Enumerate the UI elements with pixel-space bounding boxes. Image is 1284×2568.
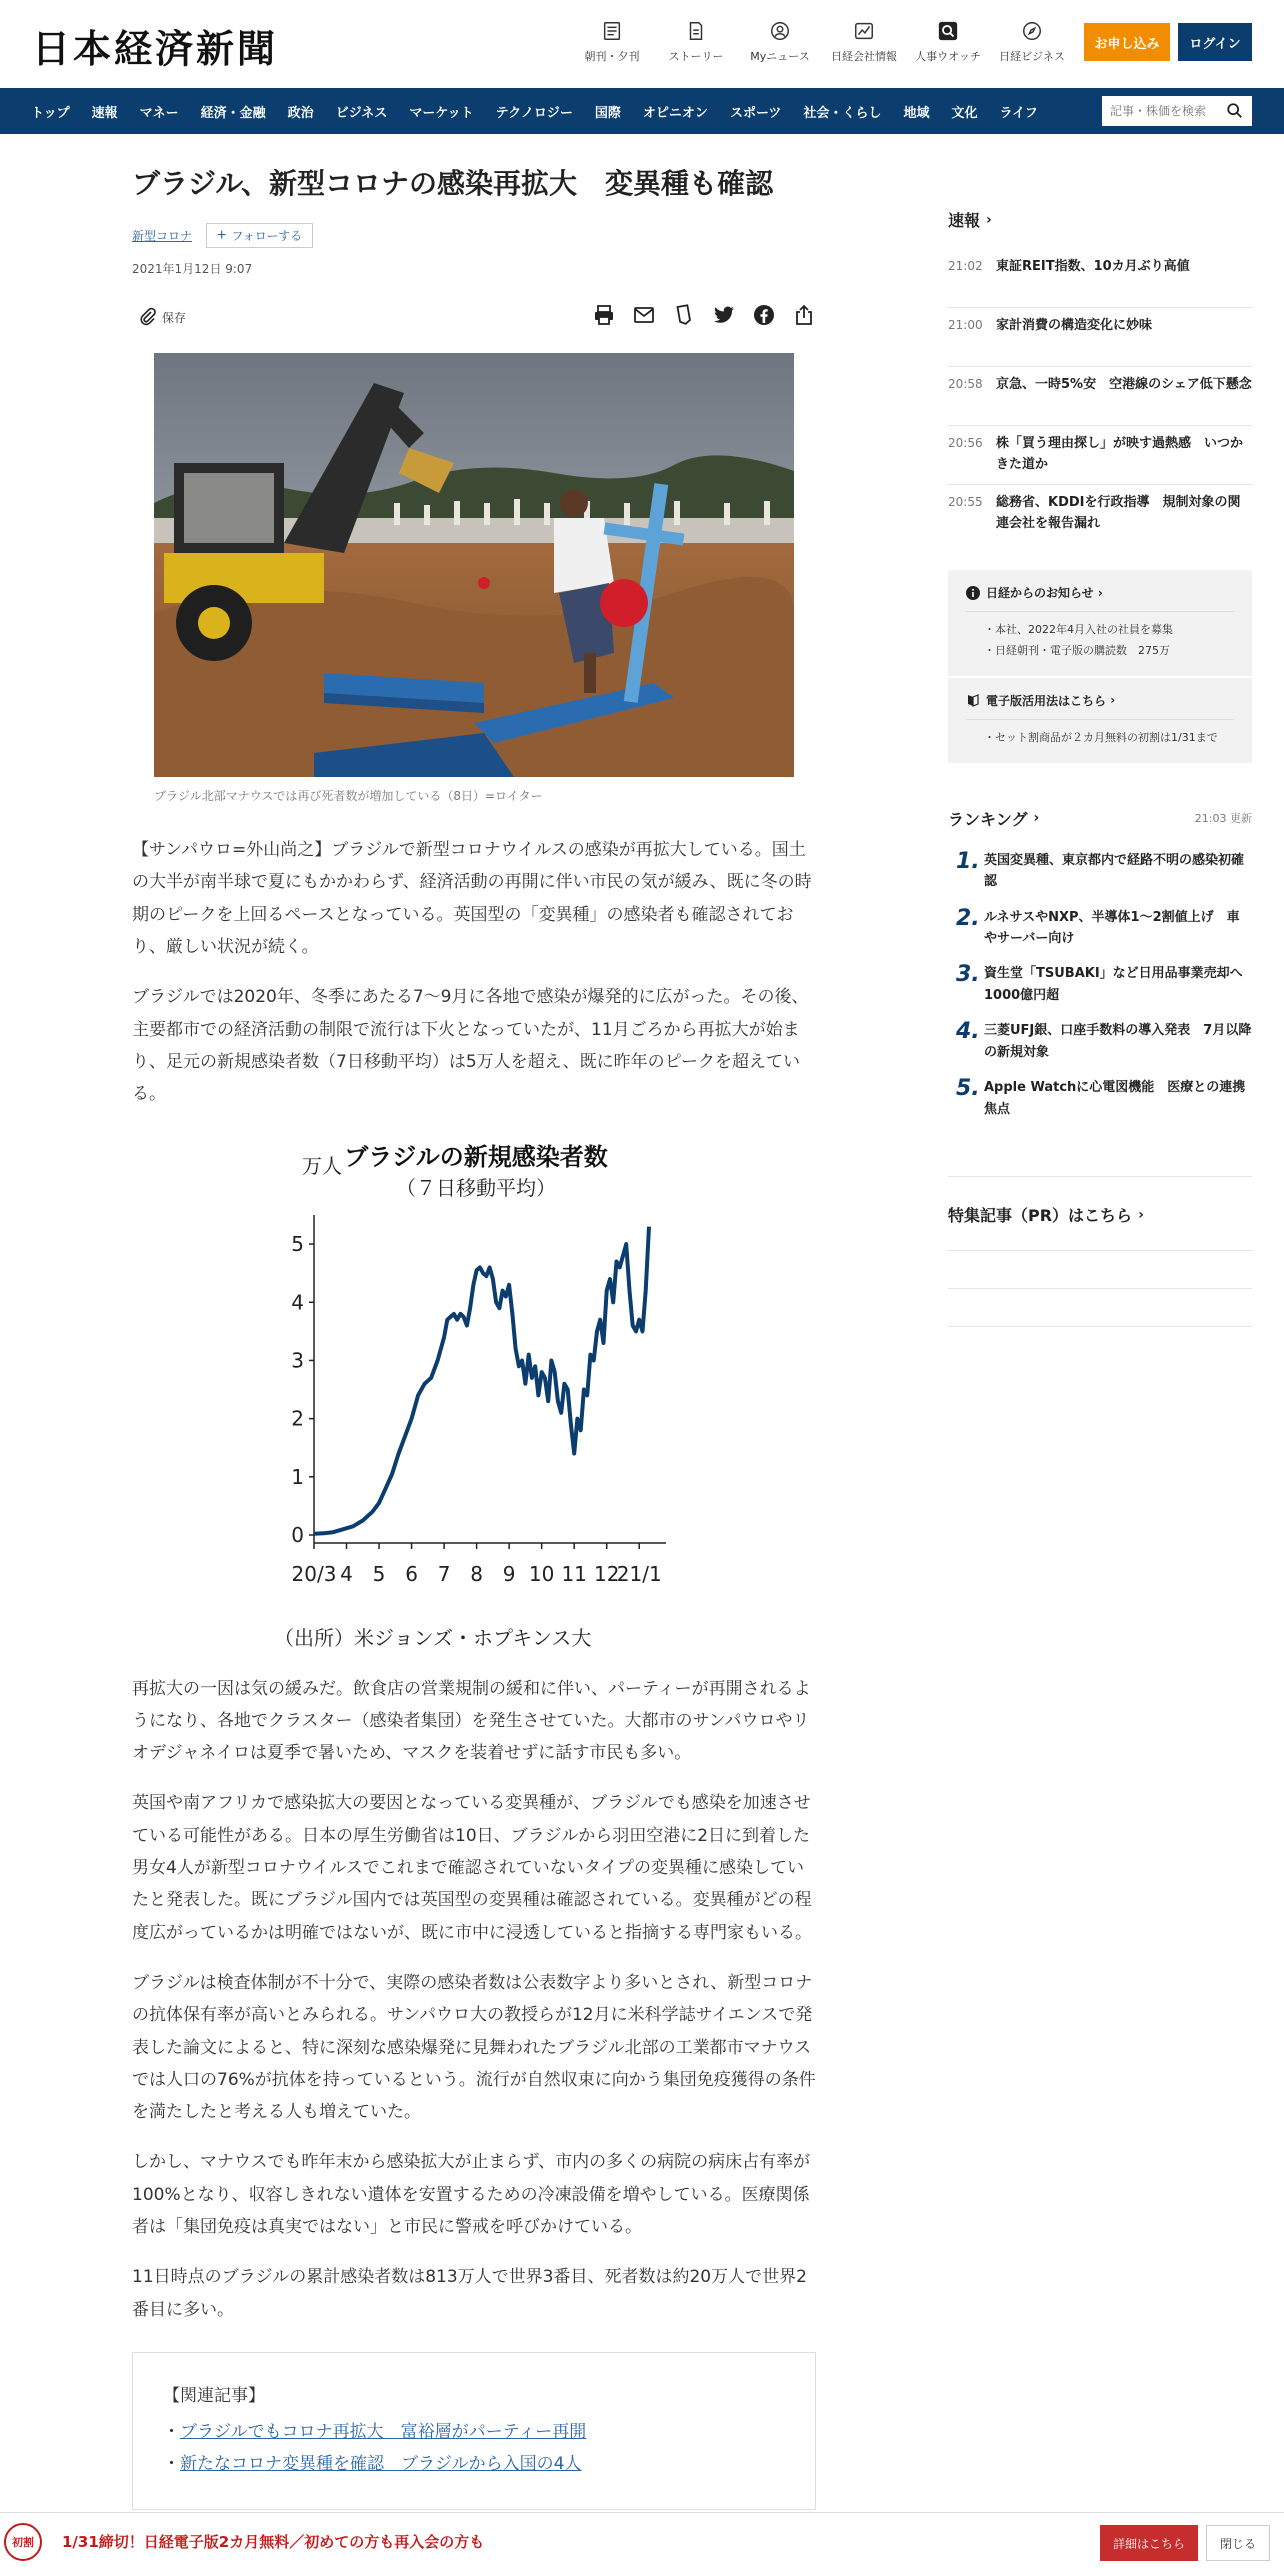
top-link-label: 人事ウオッチ bbox=[915, 50, 981, 63]
ranking-updated: 21:03 更新 bbox=[1194, 812, 1252, 826]
chart-y-tick-label: 2 bbox=[291, 1406, 304, 1431]
top-link-jinji[interactable] bbox=[906, 20, 990, 64]
ranking-item[interactable] bbox=[948, 962, 1256, 1006]
guide-head[interactable] bbox=[966, 692, 1234, 709]
info-icon bbox=[966, 586, 980, 600]
chevron-right-icon: › bbox=[986, 211, 992, 228]
chart-svg bbox=[274, 1135, 674, 1655]
rank-number: 5. bbox=[956, 1076, 980, 1102]
nav-item[interactable]: 社会・くらし bbox=[803, 105, 882, 121]
covid-chart bbox=[274, 1135, 674, 1655]
notice-items bbox=[966, 611, 1234, 662]
chart-x-ticks bbox=[292, 1543, 662, 1586]
site-header bbox=[0, 0, 1284, 88]
top-link-company[interactable] bbox=[822, 20, 906, 64]
pr-item[interactable] bbox=[948, 1326, 1252, 1364]
chart-x-tick-label: 5 bbox=[372, 1561, 386, 1586]
paperclip-icon bbox=[138, 307, 158, 327]
chart-y-label: 万人 bbox=[302, 1153, 342, 1178]
promo-close-button[interactable]: 閉じる bbox=[1206, 2525, 1270, 2561]
plus-icon: + bbox=[217, 226, 227, 244]
clip-icon[interactable] bbox=[672, 303, 696, 327]
related-item: ・ブラジルでもコロナ再拡大 富裕層がパーティー再開 bbox=[163, 2421, 587, 2442]
quick-news-item[interactable] bbox=[948, 426, 1252, 485]
ranking bbox=[948, 807, 1256, 1120]
quick-news-title: 速報 bbox=[948, 211, 981, 230]
pr-item[interactable] bbox=[948, 1288, 1252, 1326]
news-time: 21:00 bbox=[948, 318, 983, 332]
notice-item[interactable]: ・日経朝刊・電子版の購読数 275万 bbox=[984, 643, 1170, 657]
ranking-list bbox=[948, 848, 1256, 1120]
print-icon[interactable] bbox=[592, 303, 616, 327]
nav-item[interactable]: 経済・金融 bbox=[200, 105, 266, 121]
sidebar bbox=[948, 134, 1256, 1364]
rank-number: 4. bbox=[956, 1019, 980, 1045]
nav-item[interactable]: オピニオン bbox=[642, 105, 708, 121]
article-paragraph: しかし、マナウスでも昨年末から感染拡大が止まらず、市内の多くの病院の病床占有率が100%となり、収容しきれない遺体を安置するための冷凍設備を増やしている。医療関係者は「集団免疫は真実ではない」と市民に警戒を呼びかけている。 bbox=[132, 2152, 811, 2238]
chart-x-tick-label: 8 bbox=[470, 1561, 483, 1586]
topic-link[interactable]: 新型コロナ bbox=[132, 229, 193, 244]
nav-item[interactable]: 文化 bbox=[951, 105, 978, 121]
news-headline: 東証REIT指数、10カ月ぶり高値 bbox=[996, 259, 1190, 274]
chevron-right-icon: › bbox=[1138, 1206, 1144, 1223]
digital-guide bbox=[948, 678, 1252, 763]
chart-x-tick-label: 10 bbox=[528, 1561, 555, 1586]
mail-icon[interactable] bbox=[632, 303, 656, 327]
share-icon[interactable] bbox=[792, 303, 816, 327]
notice-item[interactable]: ・本社、2022年4月入社の社員を募集 bbox=[984, 623, 1173, 636]
news-headline: 総務省、KDDIを行政指導 規制対象の関連会社を報告漏れ bbox=[996, 495, 1241, 531]
pr-section bbox=[948, 1176, 1252, 1364]
ranking-item[interactable] bbox=[948, 850, 1252, 893]
top-link-label: 朝刊・夕刊 bbox=[584, 50, 640, 63]
nav-item[interactable]: テクノロジー bbox=[495, 105, 573, 121]
quick-news-item[interactable] bbox=[948, 485, 1252, 544]
ranking-item[interactable] bbox=[948, 907, 1252, 950]
subscribe-button[interactable]: お申し込み bbox=[1084, 23, 1170, 61]
chevron-right-icon: › bbox=[1093, 585, 1103, 600]
chart-x-tick-label: 4 bbox=[340, 1561, 353, 1586]
top-links bbox=[570, 20, 1074, 64]
guide-items bbox=[966, 719, 1234, 749]
promo-text[interactable]: 1/31締切！日経電子版2カ月無料／初めての方も再入会の方も bbox=[62, 2533, 485, 2551]
top-link-story[interactable] bbox=[654, 20, 738, 64]
login-button[interactable]: ログイン bbox=[1178, 23, 1252, 61]
nav-items bbox=[20, 88, 1049, 134]
follow-button[interactable] bbox=[206, 223, 313, 248]
quick-news-list bbox=[948, 249, 1252, 544]
top-link-label: 日経ビジネス bbox=[999, 50, 1065, 63]
guide-title: 電子版活用法はこちら bbox=[986, 693, 1107, 708]
article-toolbar bbox=[132, 303, 816, 333]
chart-y-tick-label: 0 bbox=[291, 1522, 304, 1547]
chart-title: ブラジルの新規感染者数 bbox=[344, 1142, 608, 1171]
promo-badge: 初割 bbox=[4, 2523, 42, 2561]
quick-news-item[interactable] bbox=[948, 367, 1252, 426]
notice-text: 本社、2022年4月入社の社員を募集 bbox=[995, 623, 1173, 636]
notice-title: 日経からのお知らせ bbox=[986, 586, 1094, 600]
nav-item[interactable]: 速報 bbox=[91, 105, 118, 121]
chart-y-tick-label: 5 bbox=[291, 1231, 304, 1256]
nav-item[interactable]: トップ bbox=[31, 105, 70, 121]
promo-detail-button[interactable]: 詳細はこちら bbox=[1100, 2525, 1198, 2561]
chart-x-tick-label: 21/1 bbox=[616, 1561, 662, 1586]
compass-icon bbox=[1021, 20, 1043, 42]
related-head: 【関連記事】 bbox=[163, 2385, 265, 2406]
top-link-mynews[interactable] bbox=[738, 20, 822, 64]
related-item: ・新たなコロナ変異種を確認 ブラジルから入国の4人 bbox=[163, 2454, 582, 2475]
news-time: 20:55 bbox=[948, 495, 983, 509]
news-headline: 京急、一時5%安 空港線のシェア低下懸念 bbox=[996, 377, 1252, 392]
quick-news-item[interactable] bbox=[948, 249, 1252, 308]
top-link-label: Myニュース bbox=[750, 50, 810, 63]
rank-headline: Apple Watchに心電図機能 医療との連携焦点 bbox=[984, 1080, 1246, 1117]
article bbox=[132, 134, 816, 2563]
article-title: ブラジル、新型コロナの感染再拡大 変異種も確認 bbox=[132, 167, 774, 200]
nav-item[interactable]: マネー bbox=[139, 105, 179, 121]
chart-y-tick-label: 3 bbox=[291, 1348, 304, 1373]
nikkei-notice bbox=[948, 570, 1252, 676]
ranking-item[interactable] bbox=[948, 1020, 1252, 1063]
related-link[interactable]: 新たなコロナ変異種を確認 ブラジルから入国の4人 bbox=[180, 2454, 582, 2475]
top-link-label: ストーリー bbox=[668, 50, 724, 63]
notice-text: 日経朝刊・電子版の購読数 275万 bbox=[995, 643, 1170, 657]
chart-x-tick-label: 12 bbox=[593, 1561, 620, 1586]
chevron-right-icon: › bbox=[1106, 693, 1116, 708]
chart-axes bbox=[314, 1215, 666, 1543]
news-time: 20:56 bbox=[948, 436, 983, 450]
site-logo[interactable]: 日本経済新聞 bbox=[32, 26, 279, 71]
chart-x-tick-label: 20/3 bbox=[291, 1561, 337, 1586]
promo-banner bbox=[0, 2512, 1284, 2568]
nav-item[interactable]: ビジネス bbox=[335, 105, 388, 121]
rank-headline: 三菱UFJ銀、口座手数料の導入発表 7月以降の新規対象 bbox=[984, 1023, 1252, 1060]
article-paragraph: 11日時点のブラジルの累計感染者数は813万人で世界3番目、死者数は約20万人で世界2番目に多い。 bbox=[132, 2267, 807, 2320]
guide-item[interactable]: ・セット割商品が２カ月無料の初割は1/31まで bbox=[984, 730, 1218, 744]
article-paragraph: ブラジルは検査体制が不十分で、実際の感染者数は公表数字より多いとされ、新型コロナの抗体保有率が高いとみられる。サンパウロ大の教授らが12月に米科学誌サイエンスで発表した論文によると、特に深刻な感染爆発に見舞われたブラジル北部の工業都市マナウスでは人口の76%が抗体を持っているという。流行が自然収束に向かう集団免疫獲得の条件を満たしたと考える人も増えていた。 bbox=[132, 1972, 816, 2123]
chart-y-tick-label: 1 bbox=[291, 1464, 304, 1489]
share-icons bbox=[576, 303, 816, 327]
article-photo bbox=[154, 353, 794, 777]
related-link[interactable]: ブラジルでもコロナ再拡大 富裕層がパーティー再開 bbox=[180, 2421, 587, 2442]
chart-icon bbox=[853, 20, 875, 42]
article-paragraph: 再拡大の一因は気の緩みだ。飲食店の営業規制の緩和に伴い、パーティーが再開されるようになり、各地でクラスター（感染者集団）を発生させていた。大都市のサンパウロやリオデジャネイロは夏季で暑いため、マスクを装着せずに話す市民も多い。 bbox=[132, 1678, 811, 1764]
rank-headline: 資生堂「TSUBAKI」など日用品事業売却へ 1000億円超 bbox=[984, 966, 1256, 1003]
nav-item[interactable]: スポーツ bbox=[729, 105, 782, 121]
rank-number: 1. bbox=[956, 848, 980, 874]
search-icon[interactable] bbox=[1226, 102, 1244, 120]
chart-subtitle: （７日移動平均） bbox=[396, 1175, 556, 1200]
save-label: 保存 bbox=[162, 310, 187, 325]
ranking-head[interactable] bbox=[948, 807, 1039, 830]
cemetery-photo bbox=[154, 353, 794, 777]
nav-item[interactable]: マーケット bbox=[409, 105, 474, 121]
main-nav bbox=[0, 88, 1284, 134]
news-time: 21:02 bbox=[948, 259, 983, 273]
related-articles bbox=[132, 2352, 816, 2510]
pr-title: 特集記事（PR）はこちら bbox=[948, 1206, 1133, 1226]
newspaper-icon bbox=[601, 20, 623, 42]
rank-number: 2. bbox=[956, 905, 980, 931]
article-paragraph: 英国や南アフリカで感染拡大の要因となっている変異種が、ブラジルでも感染を加速させている可能性がある。日本の厚生労働省は10日、ブラジルから羽田空港に2日に到着した男女4人が新型コロナウイルスでこれまで確認されていないタイプの変異種に感染していたと発表した。既にブラジル国内では英国型の変異種は確認されている。変異種がどの程度広がっているかは明確ではないが、既に市中に浸透していると指摘する専門家もいる。 bbox=[132, 1793, 812, 1943]
quick-news-head[interactable] bbox=[948, 208, 1252, 231]
topic-row bbox=[132, 223, 816, 248]
quick-news-item[interactable] bbox=[948, 308, 1252, 367]
user-icon bbox=[769, 20, 791, 42]
photo-caption: ブラジル北部マナウスでは再び死者数が増加している（8日）=ロイター bbox=[154, 789, 543, 804]
news-time: 20:58 bbox=[948, 377, 983, 391]
story-icon bbox=[685, 20, 707, 42]
chart-x-tick-label: 6 bbox=[405, 1561, 418, 1586]
top-link-paper[interactable] bbox=[570, 20, 654, 64]
chevron-right-icon: › bbox=[1033, 810, 1040, 827]
pr-list bbox=[948, 1250, 1252, 1364]
ranking-title: ランキング bbox=[948, 809, 1028, 829]
book-icon bbox=[966, 693, 980, 707]
top-link-label: 日経会社情報 bbox=[831, 50, 897, 63]
ranking-head-row bbox=[948, 807, 1252, 830]
twitter-icon[interactable] bbox=[712, 303, 736, 327]
top-link-business[interactable] bbox=[990, 20, 1074, 64]
ranking-item[interactable] bbox=[948, 1077, 1252, 1120]
rank-headline: 英国変異種、東京都内で経路不明の感染初確認 bbox=[984, 852, 1245, 890]
facebook-icon[interactable] bbox=[752, 303, 776, 327]
article-paragraph: ブラジルでは2020年、冬季にあたる7～9月に各地で感染が爆発的に広がった。その後、主要都市での経済活動の制限で流行は下火となっていたが、11月ごろから再拡大が始まり、足元の新規感染者数（7日移動平均）は5万人を超え、既に昨年のピークを超えている。 bbox=[132, 987, 809, 1105]
chart-source: （出所）米ジョンズ・ホプキンス大 bbox=[274, 1625, 592, 1650]
pr-item[interactable] bbox=[948, 1250, 1252, 1288]
article-paragraph: 【サンパウロ=外山尚之】ブラジルで新型コロナウイルスの感染が再拡大している。国土の大半が南半球で夏にもかかわらず、経済活動の再開に伴い市民の気が緩み、既に冬の時期のピークを上回るペースとなっている。英国型の「変異種」の感染者も確認されており、厳しい状況が続く。 bbox=[132, 840, 812, 958]
pr-head[interactable] bbox=[948, 1203, 1252, 1226]
news-headline: 家計消費の構造変化に妙味 bbox=[996, 318, 1153, 333]
chart-x-tick-label: 9 bbox=[502, 1561, 516, 1586]
chart-x-tick-label: 7 bbox=[437, 1561, 451, 1586]
news-headline: 株「買う理由探し」が映す過熱感 いつかきた道か bbox=[996, 436, 1244, 472]
article-date: 2021年1月12日 9:07 bbox=[132, 262, 253, 277]
nav-item[interactable]: 国際 bbox=[594, 105, 621, 121]
notice-head[interactable] bbox=[966, 584, 1234, 601]
nav-item[interactable]: ライフ bbox=[999, 105, 1038, 121]
nav-item[interactable]: 政治 bbox=[287, 105, 314, 121]
rank-number: 3. bbox=[956, 962, 980, 988]
guide-text: セット割商品が２カ月無料の初割は1/31まで bbox=[995, 730, 1218, 744]
nav-item[interactable]: 地域 bbox=[903, 105, 930, 121]
follow-label: フォローする bbox=[231, 229, 303, 244]
quick-news bbox=[948, 208, 1252, 544]
search-icon bbox=[937, 20, 959, 42]
chart-x-tick-label: 11 bbox=[561, 1561, 587, 1586]
rank-headline: ルネサスやNXP、半導体1～2割値上げ 車やサーバー向け bbox=[984, 909, 1240, 946]
chart-series-line bbox=[314, 1226, 649, 1533]
chart-y-tick-label: 4 bbox=[291, 1289, 304, 1314]
save-button[interactable] bbox=[138, 307, 186, 327]
chart-y-ticks bbox=[291, 1232, 314, 1547]
